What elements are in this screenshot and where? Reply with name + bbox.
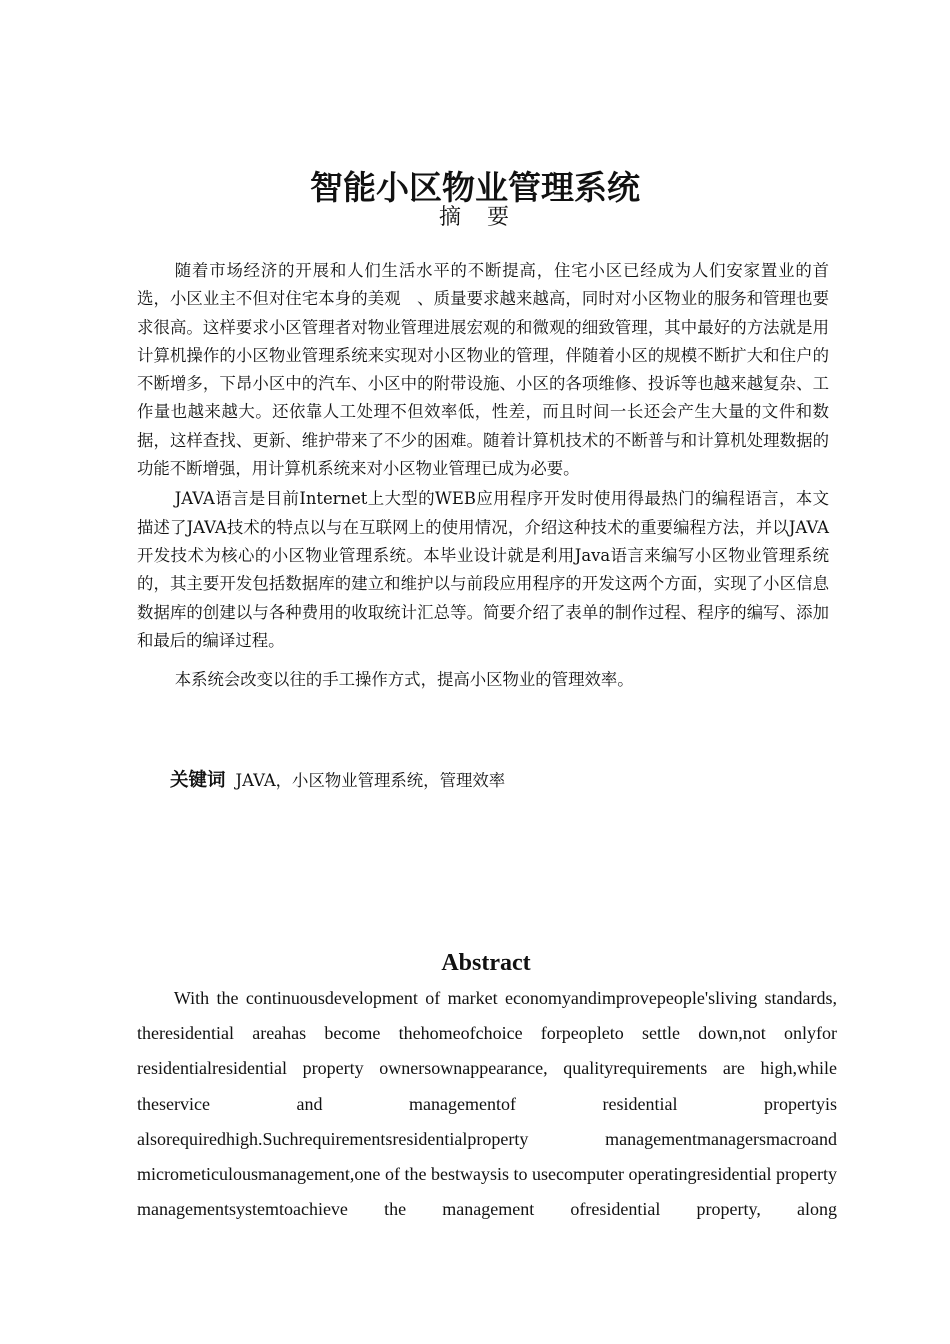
document-title: 智能小区物业管理系统 (310, 168, 640, 207)
chinese-paragraph-1: 随着市场经济的开展和人们生活水平的不断提高，住宅小区已经成为人们安家置业的首选，小区业主不但对住宅本身的美观 、质量要求越来越高，同时对小区物业的服务和管理也要求很高。这样要求小区管理者对物业管理进展宏观的和微观的细致管理，其中最好的方法就是用计算机操作的小区物业管理系统来实现对小区物业的管理，伴随着小区的规模不断扩大和住户的不断增多，下昂小区中的汽车、小区中的附带设施、小区的各项维修、投诉等也越来越复杂、工作量也越来越大。还依靠人工处理不但效率低，性差，而且时间一长还会产生大量的文件和数据，这样查找、更新、维护带来了不少的困难。随着计算机技术的不断普与和计算机处理数据的功能不断增强，用计算机系统来对小区物业管理已成为必要。 (137, 261, 829, 479)
english-abstract (137, 981, 837, 1227)
chinese-abstract (137, 257, 829, 694)
keywords-line (170, 766, 505, 796)
chinese-paragraph-3: 本系统会改变以往的手工操作方式，提高小区物业的管理效率。 (174, 670, 634, 690)
english-paragraph: With the continuousdevelopment of market economyandimprovepeople'sliving standards, theresidential areahas become thehomeofchoice forpeopleto settle down,not onlyfor residentialresidential property ownersownappearance, qualityrequirements are high,while theservice and managementof residential propertyis alsorequiredhigh.Suchrequirementsresidentialproperty managementmanagersmacroand micrometiculousmanagement,one of the bestwaysis to usecomputer operatingresidential property managementsystemtoachieve the management ofresidential property, along (137, 988, 837, 1220)
abstract-heading-cn: 摘 要 (438, 205, 511, 230)
chinese-paragraph-2: JAVA语言是目前Internet上大型的WEB应用程序开发时使用得最热门的编程语言，本文描述了JAVA技术的特点以与在互联网上的使用情况，介绍这种技术的重要编程方法，并以JAVA开发技术为核心的小区物业管理系统。本毕业设计就是利用Java语言来编写小区物业管理系统的，其主要开发包括数据库的建立和维护以与前段应用程序的开发这两个方面，实现了小区信息数据库的创建以与各种费用的收取统计汇总等。简要介绍了表单的制作过程、程序的编写、添加和最后的编译过程。 (137, 489, 829, 650)
abstract-title: Abstract (441, 950, 531, 976)
keywords-value: JAVA，小区物业管理系统，管理效率 (235, 771, 506, 790)
keywords-label: 关键词 (170, 770, 226, 791)
